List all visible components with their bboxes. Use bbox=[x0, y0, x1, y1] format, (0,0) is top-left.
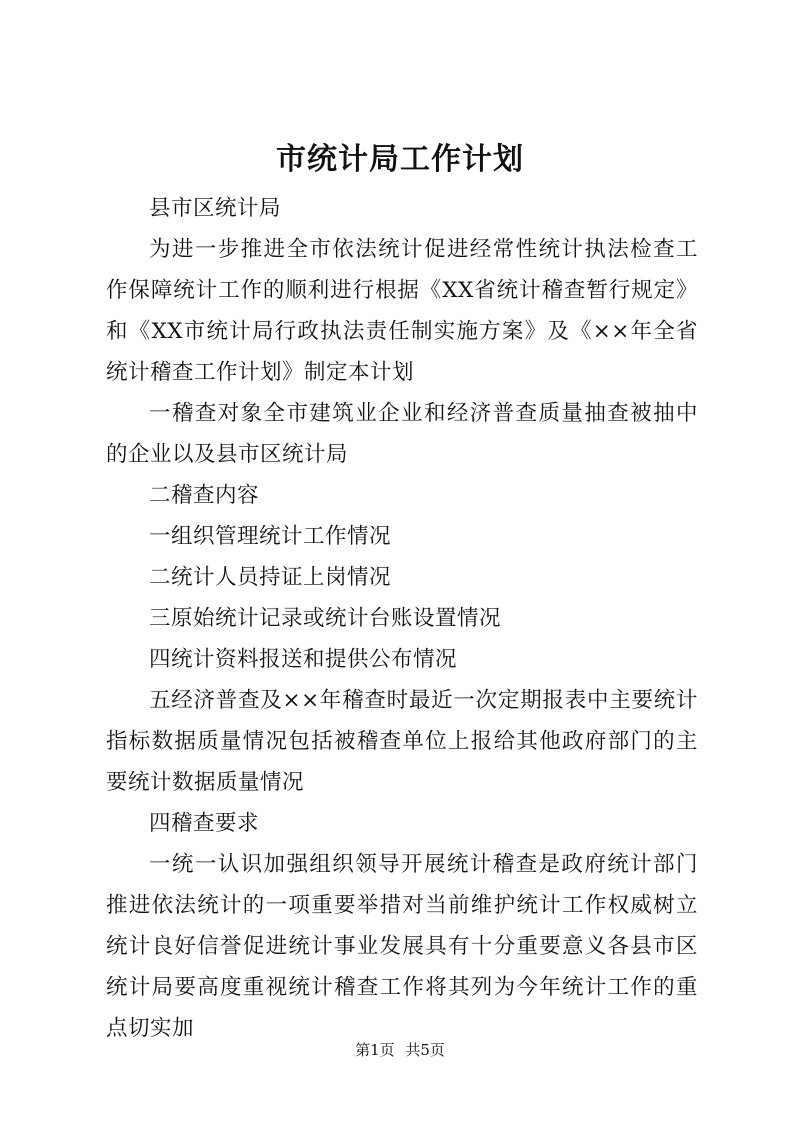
page-footer bbox=[0, 1040, 800, 1060]
paragraph-item: 一组织管理统计工作情况 bbox=[149, 524, 392, 549]
page-number: 第1页 bbox=[355, 1041, 395, 1059]
document-title: 市统计局工作计划 bbox=[276, 142, 524, 177]
paragraph-item: 二统计人员持证上岗情况 bbox=[149, 565, 392, 590]
paragraph-item: 五经济普查及××年稽查时最近一次定期报表中主要统计指标数据质量情况包括被稽查单位上报给其他政府部门的主要统计数据质量情况 bbox=[106, 688, 698, 795]
document-body bbox=[106, 188, 698, 1049]
paragraph-intro: 为进一步推进全市依法统计促进经常性统计执法检查工作保障统计工作的顺利进行根据《XX省统计稽查暂行规定》和《XX市统计局行政执法责任制实施方案》及《××年全省统计稽查工作计划》制定本计划 bbox=[106, 237, 698, 385]
page-total: 共5页 bbox=[405, 1041, 445, 1059]
paragraph-requirement: 一统一认识加强组织领导开展统计稽查是政府统计部门推进依法统计的一项重要举措对当前维护统计工作权威树立统计良好信誉促进统计事业发展具有十分重要意义各县市区统计局要高度重视统计稽查工作将其列为今年统计工作的重点切实加 bbox=[106, 852, 698, 1041]
paragraph-inspection-target: 一稽查对象全市建筑业企业和经济普查质量抽查被抽中的企业以及县市区统计局 bbox=[106, 401, 698, 467]
paragraph-item: 四统计资料报送和提供公布情况 bbox=[149, 647, 458, 672]
paragraph-item: 三原始统计记录或统计台账设置情况 bbox=[149, 606, 502, 631]
paragraph-section-heading: 四稽查要求 bbox=[149, 811, 260, 836]
paragraph-section-heading: 二稽查内容 bbox=[149, 483, 260, 508]
paragraph-recipient: 县市区统计局 bbox=[149, 196, 282, 221]
